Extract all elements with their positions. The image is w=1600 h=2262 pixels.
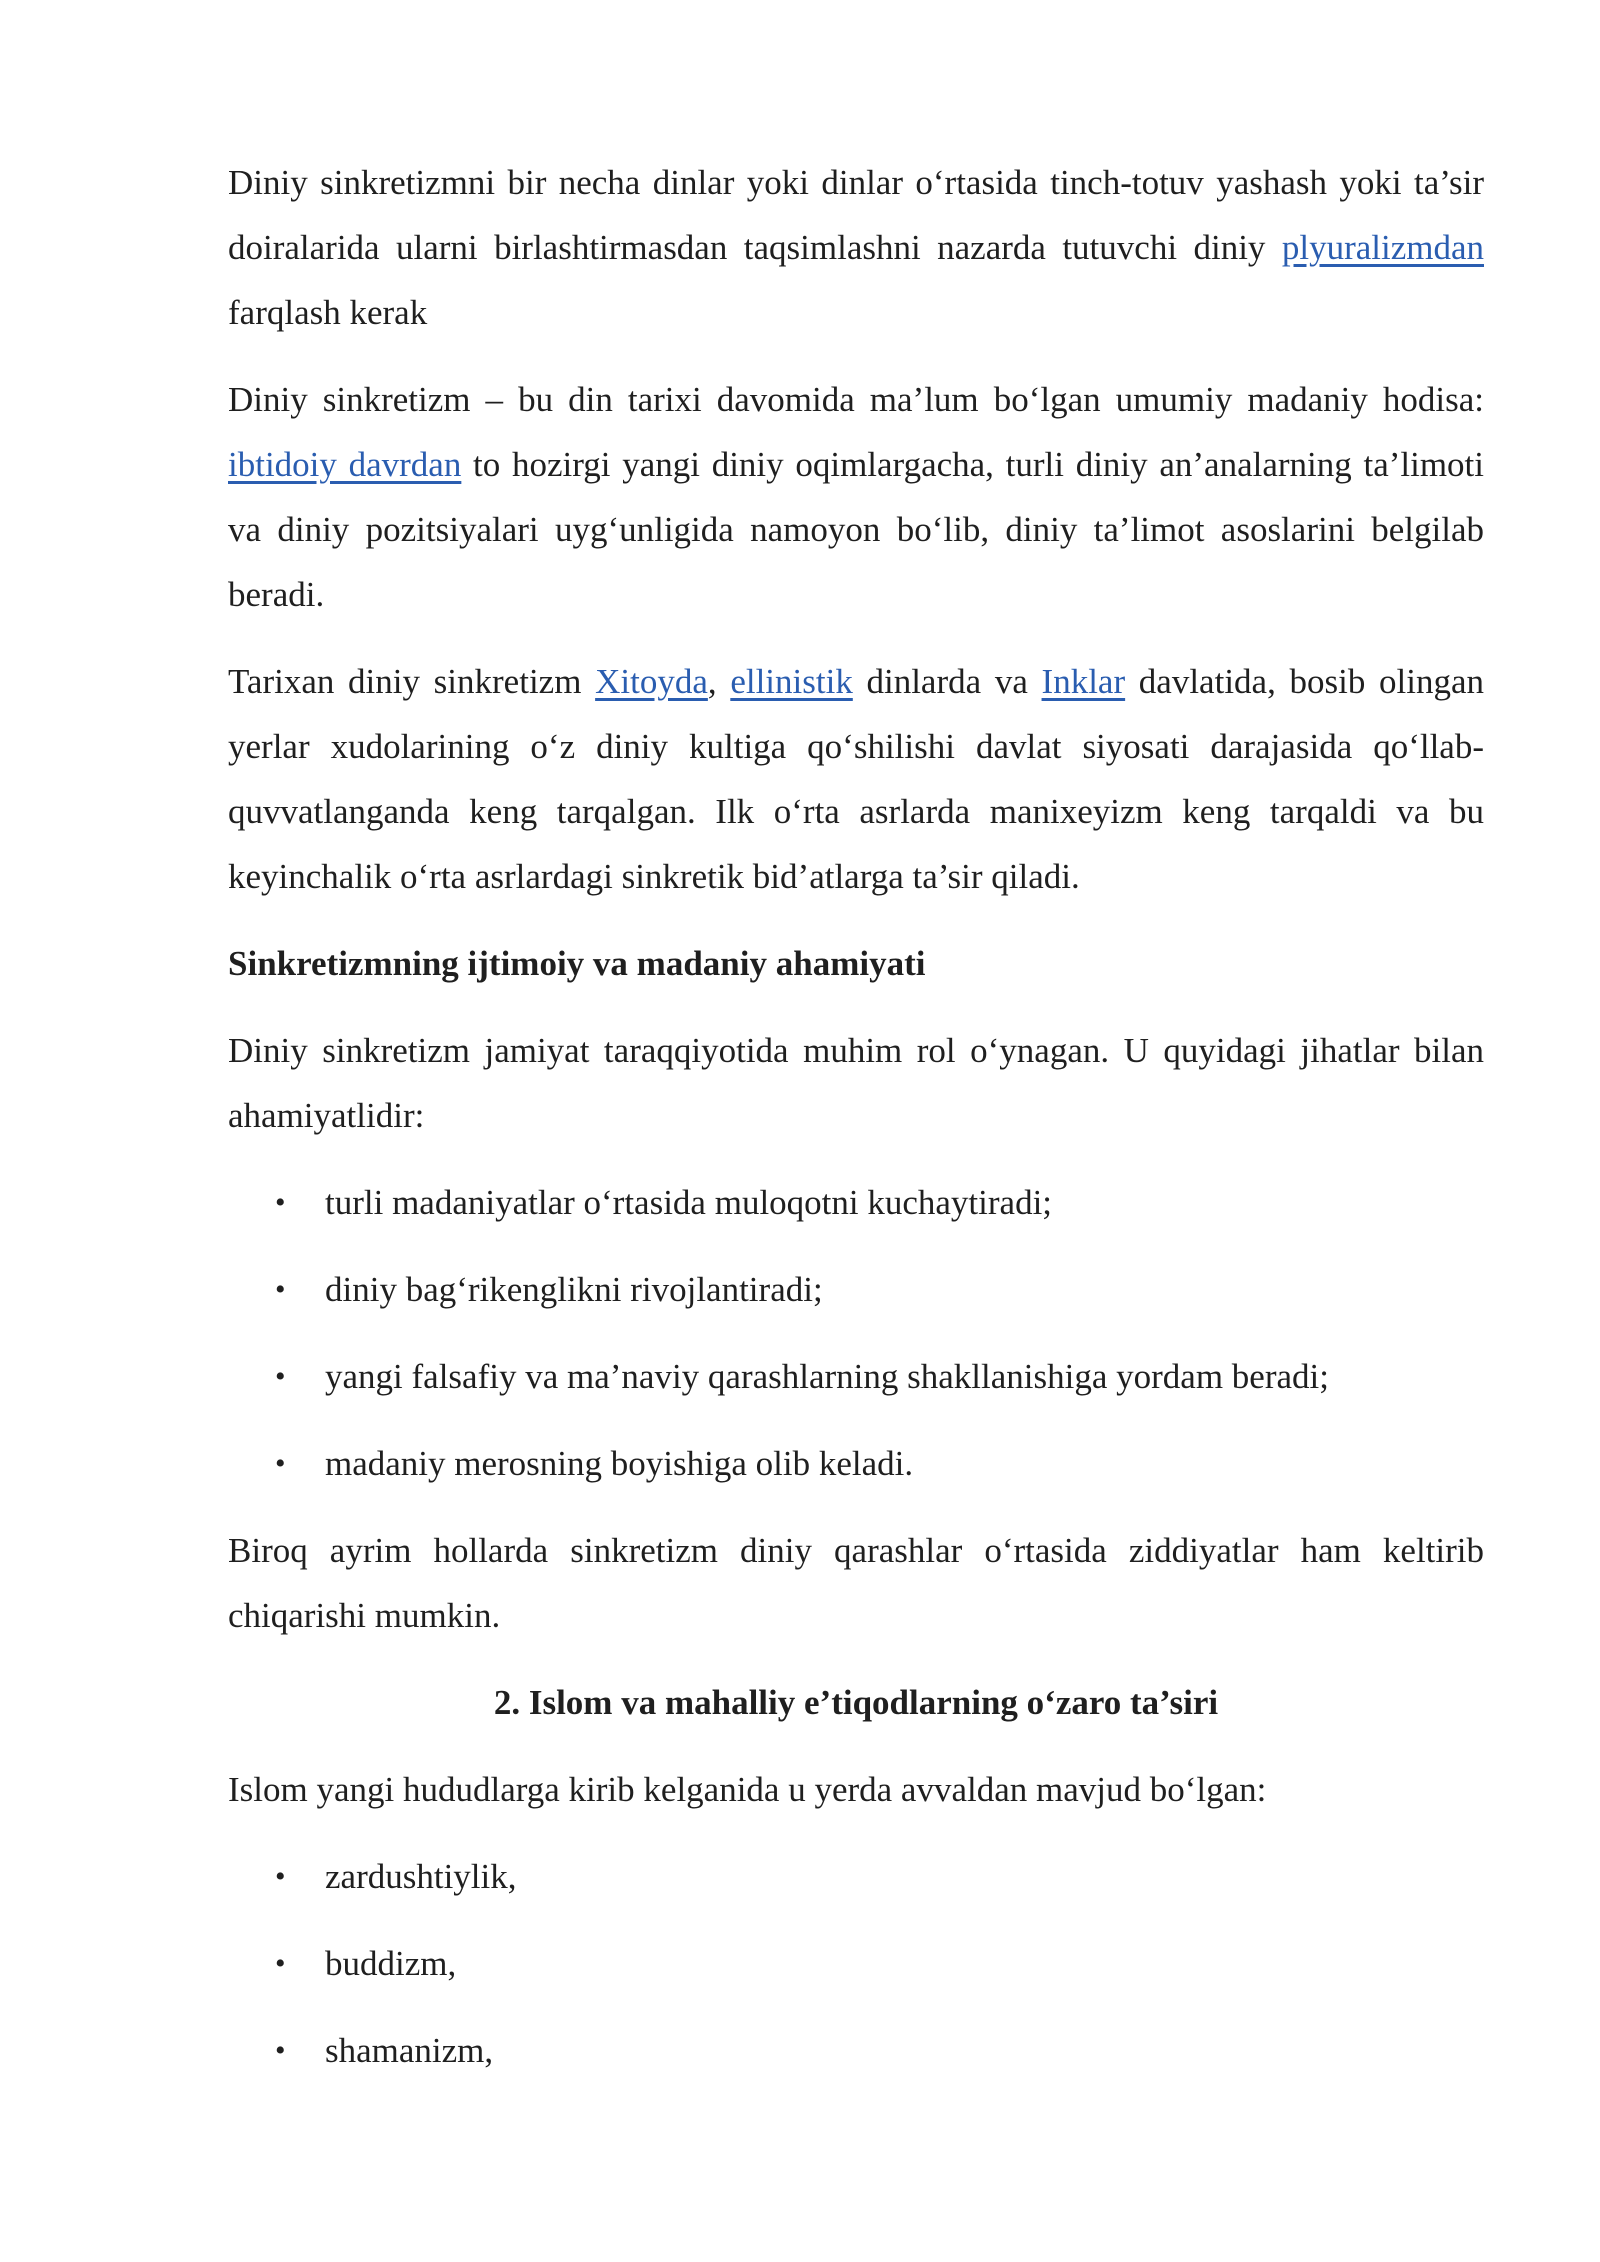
link-ibtidoiy-davrdan[interactable]: ibtidoiy davrdan (228, 445, 462, 484)
list-item (228, 1931, 1484, 1996)
link-inklar[interactable]: Inklar (1041, 662, 1126, 701)
paragraph-syncretism-vs-pluralism (228, 150, 1484, 345)
list-item (228, 1257, 1484, 1322)
document-page (228, 150, 1484, 2105)
bullet-icon: • (275, 1947, 286, 1980)
paragraph-text: Tarixan diniy sinkretizm (228, 662, 596, 701)
paragraph-text: to hozirgi yangi diniy oqimlargacha, turli diniy an’analarning ta’limoti va diniy pozitsiyalari uyg‘unligida namoyon bo‘lib, diniy ta’limot asoslarini belgilab beradi. (228, 445, 1484, 614)
link-ellinistik[interactable]: ellinistik (730, 662, 853, 701)
list-item-text: yangi falsafiy va ma’naviy qarashlarning shakllanishiga yordam beradi; (325, 1357, 1329, 1396)
bullet-icon: • (275, 1186, 286, 1219)
paragraph-text: davlatida, bosib olingan yerlar xudolarining o‘z diniy kultiga qo‘shilishi davlat siyosati darajasida qo‘llab-quvvatlanganda keng tarqalgan. Ilk o‘rta asrlarda manixeyizm keng tarqaldi va bu keyinchalik o‘rta asrlardagi sinkretik bid’atlarga ta’sir qiladi. (228, 662, 1485, 896)
bullet-icon: • (275, 1360, 286, 1393)
list-item (228, 1344, 1484, 1409)
preexisting-religions-list (228, 1844, 1484, 2083)
link-plyuralizmdan[interactable]: plyuralizmdan (1281, 228, 1484, 267)
significance-list (228, 1170, 1484, 1496)
list-item-text: buddizm, (325, 1944, 457, 1983)
paragraph-historical-syncretism (228, 649, 1484, 909)
paragraph-text: Diniy sinkretizm – bu din tarixi davomida ma’lum bo‘lgan umumiy madaniy hodisa: (228, 380, 1484, 419)
section-heading-islam-local-beliefs: 2. Islom va mahalliy e’tiqodlarning o‘zaro ta’siri (493, 1683, 1219, 1722)
paragraph-contradictions: Biroq ayrim hollarda sinkretizm diniy qarashlar o‘rtasida ziddiyatlar ham keltirib chiqarishi mumkin. (228, 1531, 1484, 1635)
list-item-text: madaniy merosning boyishiga olib keladi. (325, 1444, 914, 1483)
list-item (228, 1844, 1484, 1909)
paragraph-text: , (707, 662, 731, 701)
list-item-text: diniy bag‘rikenglikni rivojlantiradi; (325, 1270, 823, 1309)
list-item-text: turli madaniyatlar o‘rtasida muloqotni kuchaytiradi; (325, 1183, 1053, 1222)
bullet-icon: • (275, 2034, 286, 2067)
list-item (228, 2018, 1484, 2083)
list-item-text: shamanizm, (325, 2031, 494, 2070)
paragraph-significance-intro: Diniy sinkretizm jamiyat taraqqiyotida muhim rol o‘ynagan. U quyidagi jihatlar bilan ahamiyatlidir: (228, 1031, 1484, 1135)
section-heading-social-significance: Sinkretizmning ijtimoiy va madaniy ahamiyati (228, 944, 926, 983)
paragraph-text: farqlash kerak (228, 293, 428, 332)
paragraph-islam-intro: Islom yangi hududlarga kirib kelganida u yerda avvaldan mavjud bo‘lgan: (228, 1770, 1267, 1809)
link-xitoyda[interactable]: Xitoyda (595, 662, 708, 701)
paragraph-text: dinlarda va (852, 662, 1042, 701)
paragraph-syncretism-definition (228, 367, 1484, 627)
list-item (228, 1431, 1484, 1496)
bullet-icon: • (275, 1860, 286, 1893)
bullet-icon: • (275, 1273, 286, 1306)
bullet-icon: • (275, 1447, 286, 1480)
list-item-text: zardushtiylik, (325, 1857, 517, 1896)
list-item (228, 1170, 1484, 1235)
paragraph-text: Diniy sinkretizmni bir necha dinlar yoki dinlar o‘rtasida tinch-totuv yashash yoki ta’sir doiralarida ularni birlashtirmasdan taqsimlashni nazarda tutuvchi diniy (228, 163, 1484, 267)
